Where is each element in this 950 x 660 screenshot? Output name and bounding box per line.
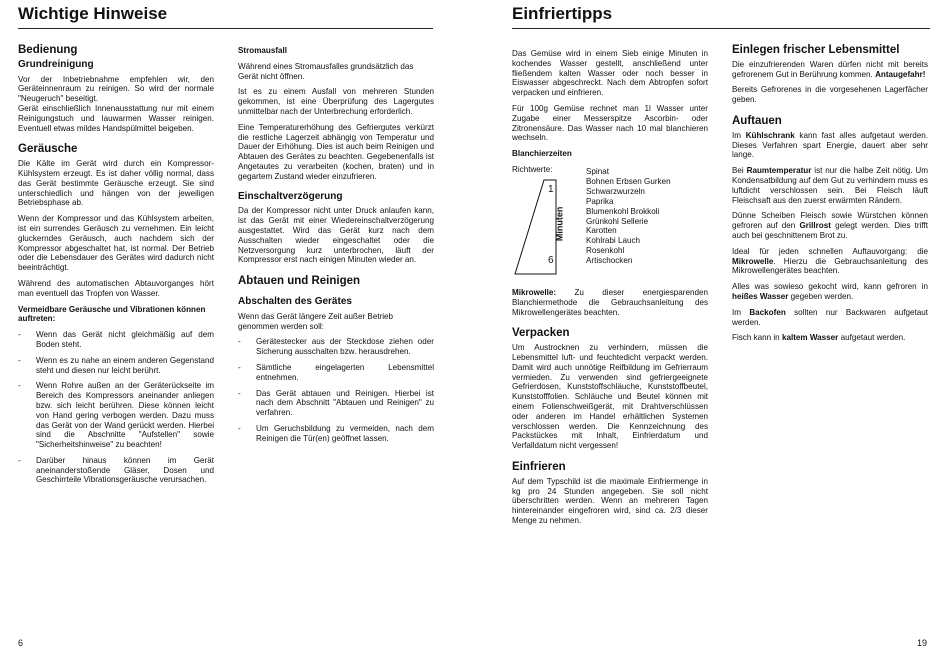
auftauen-kuehlschrank (732, 131, 928, 160)
text-fragment: kann fast alles aufgetaut werden. Dieses Verfahren spart Energie, dauert aber sehr lange. (732, 130, 928, 160)
list-item: Karotten (586, 226, 617, 236)
geraeusche-text-1: Die Kälte im Gerät wird durch ein Kompressor-Kühlsystem erzeugt. Es ist daher völlig normal, dass das Gerät bestimmte Geräusche erzeugt. Sie sind unterschiedlich und hängen von der jeweiligen Betriebsphase ab. (18, 159, 214, 208)
grundreinigung-text: Vor der Inbetriebnahme empfehlen wir, den Geräteinnenraum zu reinigen. So wird der normale "Neugeruch" beseitigt. Gerät einschließlich Innenausstattung nur mit einem Reinigungstuch und lauwarmen Wasser reinigen. Eventuell etwas mildes Handspülmittel beigeben. (18, 74, 214, 133)
mikrowelle-text (512, 288, 708, 317)
auftauen-backofen (732, 308, 928, 328)
list-item: - Wenn es zu nahe an einem anderen Gegenstand steht und diesen nur leicht berührt. (18, 356, 214, 376)
heading-blanchierzeiten: Blanchierzeiten (512, 149, 572, 159)
mikrowelle-description: Zu dieser energiesparenden Blanchiermethode die Gebrauchsanleitung des Mikrowellengerätes beachten. (512, 287, 708, 317)
list-item: Schwarzwurzeln (586, 186, 645, 196)
blanchieren-text-2: Für 100g Gemüse rechnet man 1l Wasser unter Zugabe einer Messerspitze Ascorbin- oder Zitronensäure. Das Wasser nach 10 mal blanchieren wechseln. (512, 103, 708, 143)
verpacken-text: Um Austrocknen zu verhindern, müssen die Lebensmittel luft- und feuchtedicht verpackt werden. Damit wird auch unnötige Reifbildung im Gefrierraum vermieden. Zu verwenden sind gefriergeeignete Gefrierdosen, Kunststoffschläuche, Kunststoffbeutel, Kunststofffolien. Schläuche und Beutel können mit einem Folienschweißgerät, mit Drahtverschlüssen oder anderen im Handel erhältlichen Systemen verschlossen werden. Die Kennzeichnung des Packstückes mit Inhalt, Einfrierdatum und Verfalldatum nicht vergessen! (512, 343, 708, 451)
auftauen-raumtemperatur (732, 166, 928, 205)
einschaltverzoegerung-text: Da der Kompressor nicht unter Druck anlaufen kann, ist das Gerät mit einer Wiedereinschaltverzögerung ausgestattet. Wird das Gerät kurz nach dem Ausschalten wieder eingeschaltet oder die Netzversorgung kurz unterbrochen, läuft der Kompressor erst nach einigen Minuten wieder an. (238, 206, 434, 265)
blanchierzeiten-table (512, 165, 708, 280)
vegetable-list (586, 167, 671, 266)
list-item: Artischocken (586, 256, 633, 266)
list-item: Blumenkohl Brokkoli (586, 206, 660, 216)
einlegen-text-1 (732, 60, 928, 80)
title-rule-right (512, 28, 930, 29)
text-emphasis: Kühlschrank (745, 130, 795, 140)
vermeidbare-geraeusche-heading: Vermeidbare Geräusche und Vibrationen können auftreten: (18, 304, 206, 324)
list-item: Bohnen Erbsen Gurken (586, 176, 671, 186)
list-item: - Wenn Rohre außen an der Geräterückseite im Bereich des Kompressors aneinander anliegen bzw. sich leicht berühren. Diese können leicht von Hand gering verbogen werden. Dazu muss das Gerät von der Wand gerückt werden. Hierbei sind die Abschnitte "Aufstellen" sowie "Sicherheitshinweise" zu beachten! (18, 381, 214, 450)
auftauen-kaltes-wasser (732, 333, 928, 343)
page-title-right: Einfriertipps (512, 4, 613, 23)
stromausfall-text-2: Ist es zu einem Ausfall von mehreren Stunden gekommen, ist eine Überprüfung des Lagergutes unmittelbar nach der Unterbrechung erforderlich. (238, 87, 434, 116)
text-emphasis: Backofen (749, 307, 786, 317)
text-fragment: gelegt werden. Dies trifft auch bei geschnittenem Brot zu. (732, 221, 929, 240)
list-item: Spinat (586, 166, 609, 176)
heading-verpacken: Verpacken (512, 327, 570, 340)
column-auftauen (732, 46, 928, 349)
scale-min-label: 1 (548, 183, 554, 195)
list-item: - Um Geruchsbildung zu vermeiden, nach dem Reinigen die Tür(en) geöffnet lassen. (238, 424, 434, 444)
text-fragment: Ideal für jeden schnellen Auftauvorgang: die (732, 246, 928, 256)
text-fragment: gegeben werden. (788, 291, 854, 301)
auftauen-heisses-wasser (732, 282, 928, 302)
abschalten-text: Wenn das Gerät längere Zeit außer Betrieb genommen werden soll: (238, 311, 394, 331)
antaugefahr-warning: Antaugefahr! (875, 69, 926, 79)
einlegen-text-1-body: Die einzufrierenden Waren dürfen nicht mit bereits gefrorenem Gut in Berührung kommen. (732, 59, 928, 79)
stromausfall-text-1: Während eines Stromausfalles grundsätzlich das Gerät nicht öffnen. (238, 61, 414, 81)
page-number-right: 19 (917, 638, 928, 648)
scale-unit-label: Minuten (554, 206, 565, 242)
heading-einlegen: Einlegen frischer Lebensmittel (732, 44, 900, 56)
einfrieren-text: Auf dem Typschild ist die maximale Einfriermenge in kg pro 24 Stunden angegeben. Sie soll nicht überschritten werden. Wenn an mehreren Tagen hintereinander eingefroren wird, sind ca. 2/3 dieser Menge zu nehmen. (512, 476, 708, 525)
text-emphasis: Raumtemperatur (746, 166, 812, 176)
heading-geraeusche: Geräusche (18, 143, 78, 156)
heading-bedienung: Bedienung (18, 44, 78, 56)
text-fragment: sollten nur Backwaren aufgetaut werden. (732, 307, 928, 327)
auftauen-grillrost (732, 211, 928, 240)
text-fragment: Im (732, 307, 750, 317)
mikrowelle-label: Mikrowelle: (512, 287, 557, 297)
heading-abschalten: Abschalten des Gerätes (238, 295, 352, 307)
list-item: Rosenkohl (586, 246, 625, 256)
column-blanchieren (512, 49, 708, 532)
text-emphasis: heißes Wasser (732, 291, 789, 301)
text-fragment: Im (732, 130, 746, 140)
page-number-left: 6 (18, 638, 24, 648)
auftauen-mikrowelle (732, 247, 928, 276)
list-item: - Darüber hinaus können im Gerät aneinanderstoßende Gläser, Dosen und Geschirrteile Vibrationsgeräusche verursachen. (18, 456, 214, 485)
text-fragment: Alles was sowieso gekocht wird, kann gefroren in (732, 282, 928, 292)
heading-einschaltverzoegerung: Einschaltverzögerung (238, 190, 343, 202)
list-item: - Wenn das Gerät nicht gleichmäßig auf dem Boden steht. (18, 330, 214, 350)
text-fragment: . Hierzu die Gebrauchsanleitung des Mikrowellengerätes beachten. (732, 256, 928, 276)
text-emphasis: Grillrost (799, 221, 831, 231)
list-item: Grünkohl Sellerie (586, 216, 649, 226)
column-bedienung (18, 46, 214, 491)
text-fragment: ist nur die halbe Zeit nötig. Um Kondensatbildung auf dem Gut zu verhindern muss es luftdicht verschlossen sein. Bei Fleisch läuft Fleischsaft aus den zuerst erwärmten Rändern. (732, 166, 928, 205)
heading-abtauen-reinigen: Abtauen und Reinigen (238, 275, 361, 288)
geraeusche-text-2: Wenn der Kompressor und das Kühlsystem arbeiten, ist ein surrendes Geräusch zu vernehmen. Ein leicht gluckerndes Geräusch, auch nachdem sich der Kompressor abgeschaltet hat, ist normal. Der Betrieb oder die Lebensdauer des Gerätes wird dadurch nicht beeinträchtigt. (18, 214, 214, 273)
text-fragment: Bei (732, 166, 747, 176)
list-item: Paprika (586, 196, 614, 206)
einlegen-text-2: Bereits Gefrorenes in die vorgesehenen Lagerfächer geben. (732, 85, 928, 105)
heading-auftauen: Auftauen (732, 114, 782, 127)
column-stromausfall (238, 46, 434, 450)
heading-einfrieren: Einfrieren (512, 460, 566, 473)
scale-max-label: 6 (548, 254, 554, 266)
richtwerte-label: Richtwerte: (512, 164, 553, 174)
list-item: - Das Gerät abtauen und Reinigen. Hierbei ist nach dem Abschnitt "Abtauen und Reinigen" zu verfahren. (238, 389, 434, 418)
list-item: - Gerätestecker aus der Steckdose ziehen oder Sicherung ausschalten bzw. herausdrehen. (238, 337, 434, 357)
abschalten-list (238, 337, 434, 443)
text-fragment: Dünne Scheiben Fleisch sowie Würstchen können gefroren auf den (732, 211, 928, 231)
text-emphasis: Mikrowelle (732, 256, 774, 266)
heading-stromausfall: Stromausfall (238, 46, 288, 55)
vermeidbare-geraeusche-list (18, 330, 214, 485)
text-fragment: Fisch kann in (732, 333, 782, 343)
text-emphasis: kaltem Wasser (781, 333, 839, 343)
title-rule-left (18, 28, 433, 29)
page-title-left: Wichtige Hinweise (18, 4, 168, 23)
list-item: - Sämtliche eingelagerten Lebensmittel entnehmen. (238, 363, 434, 383)
blanchieren-text-1: Das Gemüse wird in einem Sieb einige Minuten in kochendes Wasser gestellt, anschließend unter fließendem kalten Wasser oder noch besser in Eiswasser abgeschreckt. Nach dem Abtropfen sofort verpacken und einfrieren. (512, 49, 708, 98)
text-fragment: aufgetaut werden. (838, 333, 906, 343)
stromausfall-text-3: Eine Temperaturerhöhung des Gefriergutes verkürzt die restliche Lagerzeit abhängig von Temperatur und Dauer der Erhöhung. Dies ist auch beim Reinigen und Abtauen des Gerätes zu beachten. Gegebenenfalls ist Angetautes zu verarbeiten (kochen, braten) und in gegartem Zustand wieder einzufrieren. (238, 122, 434, 181)
heading-grundreinigung: Grundreinigung (18, 58, 94, 70)
geraeusche-text-3: Während des automatischen Abtauvorganges hört man eventuell das Tropfen von Wasser. (18, 278, 214, 298)
list-item: Kohlrabi Lauch (586, 236, 640, 246)
